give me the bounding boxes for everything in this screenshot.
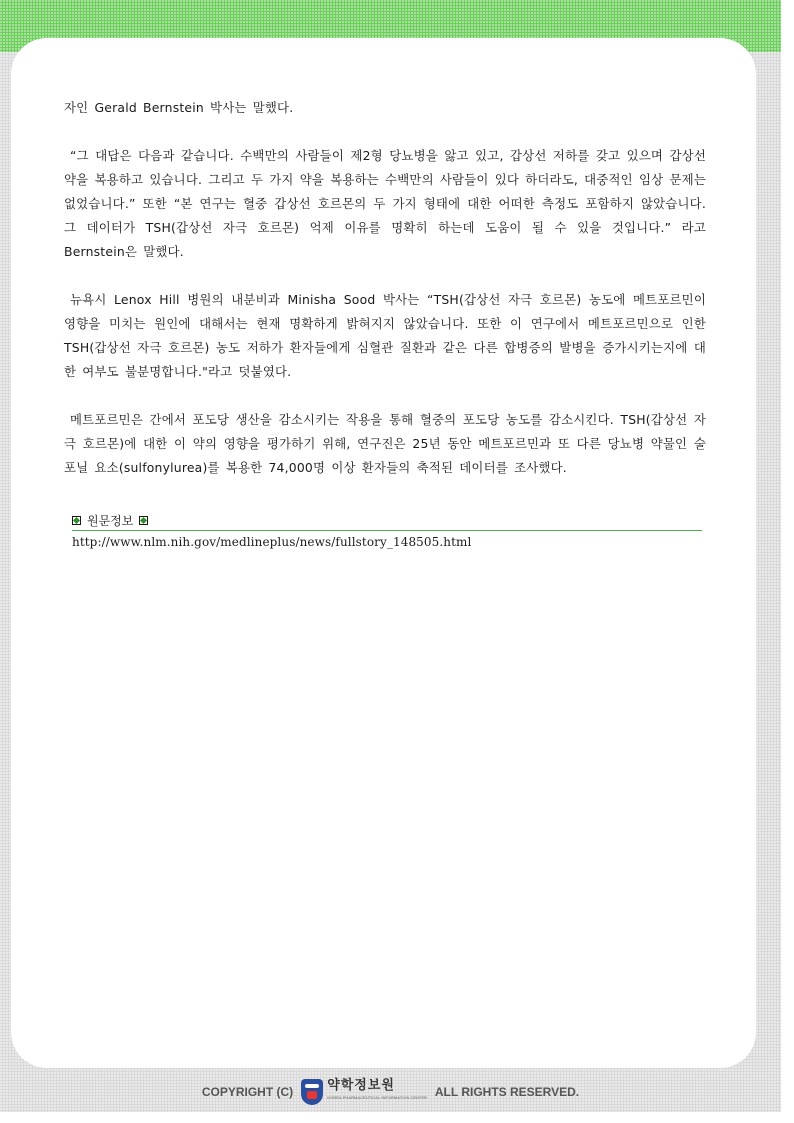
pharmacy-shield-logo-icon: [301, 1079, 323, 1105]
copyright-text: COPYRIGHT (C): [201, 1085, 294, 1099]
publisher-logo: [301, 1079, 427, 1105]
logo-subtitle: KOREA PHARMACEUTICAL INFORMATION CENTER: [327, 1095, 427, 1100]
article-paragraph: 메트포르민은 간에서 포도당 생산을 감소시키는 작용을 통해 혈중의 포도당 농도를 감소시킨다. TSH(갑상선 자극 호르몬)에 대한 이 약의 영향을 평가하기 위해, 연구진은 25년 동안 메트포르민과 또 다른 당뇨병 약물인 술포닐 요소(sulfonylurea)를 복용한 74,000명 이상 환자들의 축적된 데이터를 조사했다.: [64, 412, 706, 475]
logo-text: [327, 1080, 427, 1104]
source-url-link[interactable]: http://www.nlm.nih.gov/medlineplus/news/fullstory_148505.html: [72, 535, 472, 549]
source-heading-row: [72, 512, 704, 528]
page-footer: [0, 1072, 781, 1112]
source-heading: 원문정보: [87, 513, 134, 528]
green-diamond-bullet-icon: [72, 516, 81, 525]
rights-text: ALL RIGHTS RESERVED.: [434, 1085, 580, 1099]
article-paragraph: 자인 Gerald Bernstein 박사는 말했다.: [64, 100, 294, 115]
green-diamond-bullet-icon: [139, 516, 148, 525]
source-divider: [72, 530, 702, 531]
logo-name: 약학정보원: [327, 1078, 395, 1093]
article-body: [64, 96, 706, 504]
article-paragraph: “그 대답은 다음과 같습니다. 수백만의 사람들이 제2형 당뇨병을 앓고 있고, 갑상선 저하를 갖고 있으며 갑상선 약을 복용하고 있습니다. 그리고 두 가지 약을 복용하는 수백만의 사람들이 있다 하더라도, 대중적인 임상 문제는 없었습니다.” 또한 “본 연구는 혈중 갑상선 호르몬의 두 가지 형태에 대한 어떠한 측정도 포함하지 않았습니다. 그 데이터가 TSH(갑상선 자극 호르몬) 억제 이유를 명확히 하는데 도움이 될 수 있을 것입니다.” 라고 Bernstein은 말했다.: [64, 148, 706, 259]
source-info: [72, 512, 704, 549]
article-paragraph: 뉴욕시 Lenox Hill 병원의 내분비과 Minisha Sood 박사는 “TSH(갑상선 자극 호르몬) 농도에 메트포르민이 영향을 미치는 원인에 대해서는 현재 명확하게 밝혀지지 않았습니다. 또한 이 연구에서 메트포르민으로 인한 TSH(갑상선 자극 호르몬) 농도 저하가 환자들에게 심혈관 질환과 같은 다른 합병증의 발병을 증가시키는지에 대한 여부도 불분명합니다."라고 덧붙였다.: [64, 292, 706, 379]
